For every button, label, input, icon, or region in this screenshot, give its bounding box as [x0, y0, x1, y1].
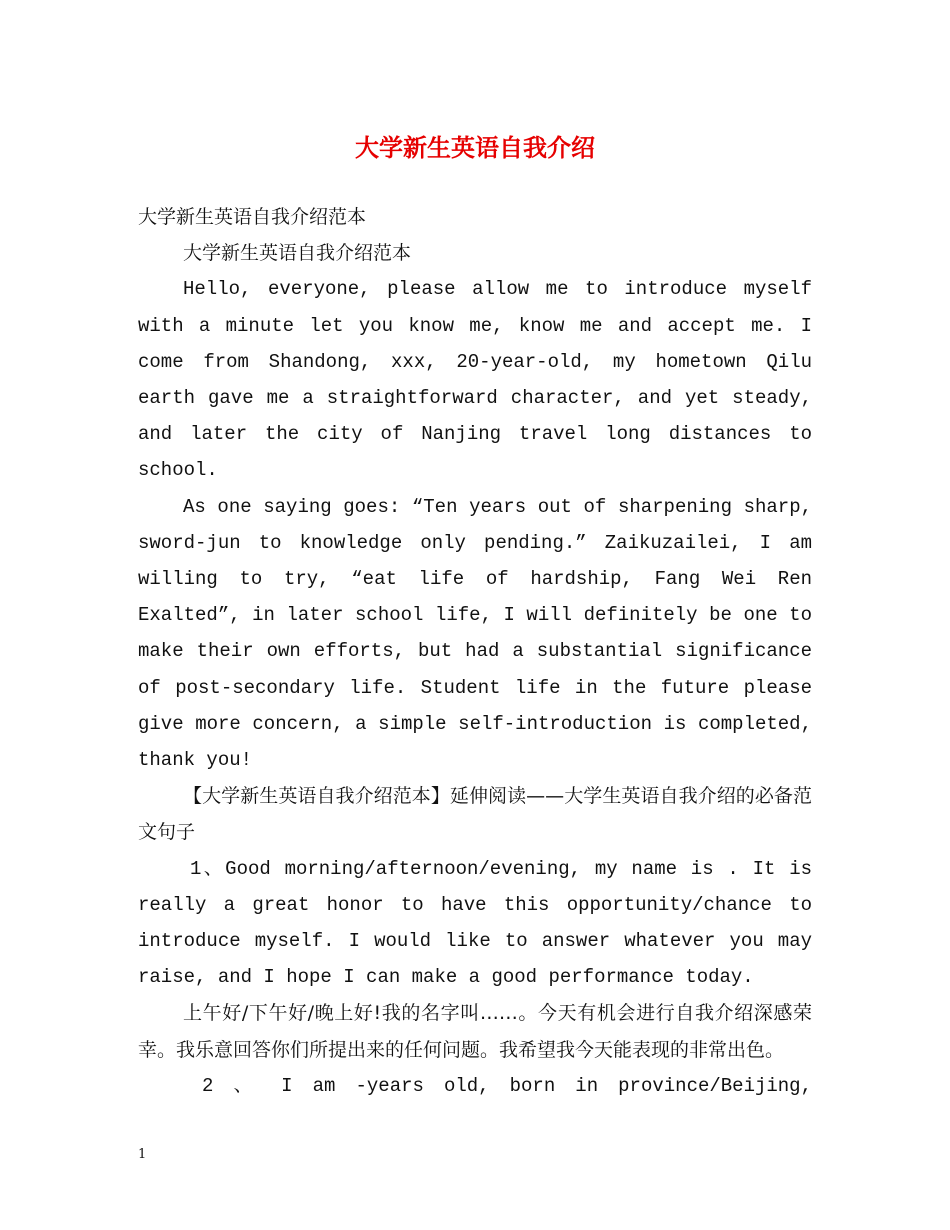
- section-heading: 【大学新生英语自我介绍范本】延伸阅读——大学生英语自我介绍的必备范文句子: [138, 785, 812, 844]
- paragraph-intro-2: As one saying goes: “Ten years out of sharpening sharp, sword-jun to knowledge only pending.” Zaikuzailei, I am willing to try, “eat life of hardship, Fang Wei Ren Exalted”, in later school life, I will definitely be one to make their own efforts, but had a substantial significance of post-secondary life. Student life in the future please give more concern, a simple self-introduction is completed, thank you!: [138, 495, 812, 772]
- item-1-english: 1、Good morning/afternoon/evening, my name is . It is really a great honor to have this opportunity/chance to introduce myself. I would like to answer whatever you may raise, and I hope I can make a good performance today.: [138, 857, 812, 989]
- page-number: 1: [138, 1147, 147, 1162]
- heading-indented: 大学新生英语自我介绍范本: [183, 242, 412, 265]
- document-title: 大学新生英语自我介绍: [355, 134, 595, 162]
- item-1-chinese: 上午好/下午好/晚上好!我的名字叫……。今天有机会进行自我介绍深感荣幸。我乐意回答你们所提出来的任何问题。我希望我今天能表现的非常出色。: [138, 1002, 812, 1061]
- document-body: [138, 199, 812, 1104]
- item-2-english: 2 、 I am -years old, born in province/Beijing,: [202, 1074, 812, 1097]
- paragraph-intro-1: Hello, everyone, please allow me to introduce myself with a minute let you know me, know me and accept me. I come from Shandong, xxx, 20-year-old, my hometown Qilu earth gave me a straightforward character, and yet steady, and later the city of Nanjing travel long distances to school.: [138, 278, 812, 482]
- heading-plain: 大学新生英语自我介绍范本: [138, 206, 367, 228]
